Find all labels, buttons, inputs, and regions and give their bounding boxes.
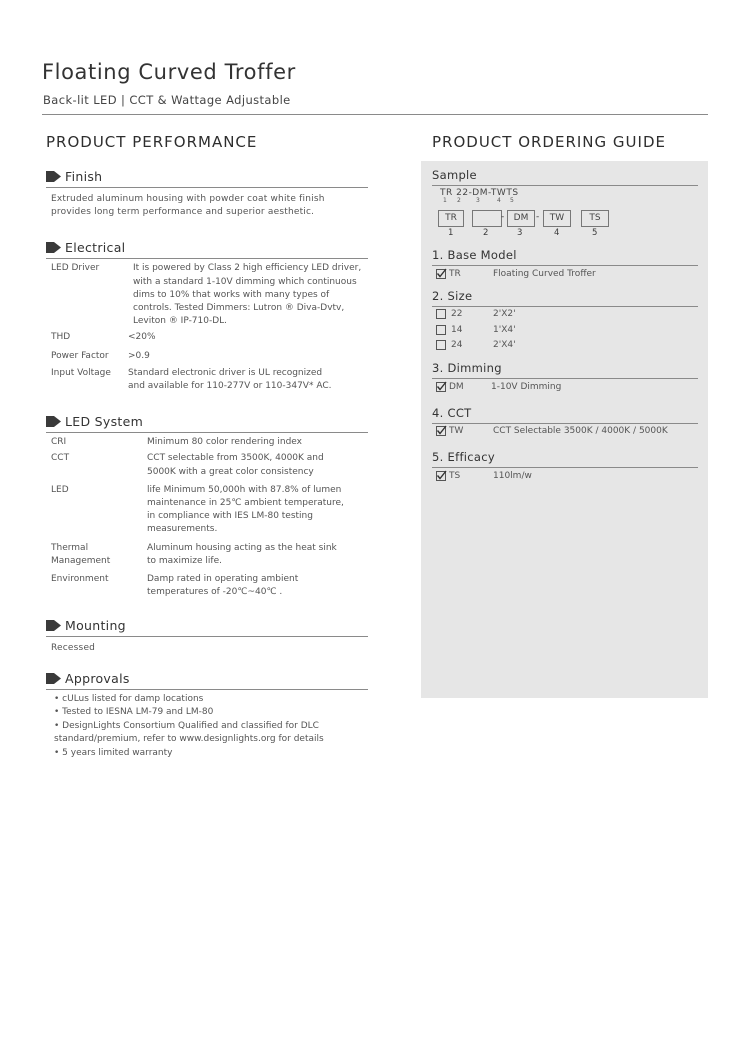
- sample-title: Sample: [432, 168, 477, 182]
- mounting-section: [46, 618, 368, 655]
- option-24[interactable]: [432, 338, 698, 354]
- group-title: 5. Efficacy: [432, 450, 495, 464]
- spec-label: LED Driver: [51, 263, 100, 274]
- option-22[interactable]: [432, 307, 698, 323]
- option-code: 14: [451, 324, 463, 335]
- approvals-item: • cULus listed for damp locations: [54, 693, 204, 704]
- approvals-item: • 5 years limited warranty: [54, 748, 173, 759]
- spec-label-line: Thermal: [51, 542, 89, 553]
- spec-value-line: CCT selectable from 3500K, 4000K and: [147, 453, 324, 464]
- spec-row-power-factor: [51, 350, 368, 363]
- dimming-section: [432, 361, 698, 395]
- product-ordering-guide-heading: PRODUCT ORDERING GUIDE: [432, 133, 666, 151]
- electrical-section: [46, 240, 368, 393]
- option-dm[interactable]: [432, 379, 698, 395]
- sample-section: [432, 168, 698, 240]
- spec-value-line: to maximize life.: [147, 555, 222, 566]
- spec-value: [147, 573, 368, 599]
- approvals-item: • Tested to IESNA LM-79 and LM-80: [54, 707, 214, 718]
- spec-value-line: dims to 10% that works with many types of: [133, 289, 330, 300]
- spec-value-line: Damp rated in operating ambient: [147, 574, 299, 585]
- spec-label: LED: [51, 484, 69, 495]
- option-code: TW: [449, 426, 464, 437]
- option-description: CCT Selectable 3500K / 4000K / 5000K: [493, 426, 668, 437]
- spec-label: THD: [51, 332, 71, 343]
- code-box: TS: [581, 210, 609, 227]
- option-description: 2'X2': [493, 309, 516, 320]
- mounting-text: Recessed: [51, 643, 96, 654]
- mounting-divider: [46, 636, 368, 637]
- code-position: 5: [510, 197, 514, 204]
- code-box-number: 3: [517, 228, 523, 238]
- code-box-number: 5: [592, 228, 598, 238]
- finish-heading: [46, 169, 368, 184]
- code-position: 1: [443, 197, 447, 204]
- sample-divider: [432, 185, 698, 186]
- spec-label: Environment: [51, 574, 109, 585]
- spec-row-thermal-management: [51, 542, 368, 568]
- spec-value: [133, 262, 368, 328]
- electrical-title: Electrical: [65, 240, 126, 256]
- code-position: 3: [476, 197, 480, 204]
- checkbox-unchecked[interactable]: [436, 340, 446, 350]
- code-box-number: 2: [483, 228, 489, 238]
- spec-row-led: [51, 484, 368, 537]
- arrow-icon: [46, 171, 61, 182]
- spec-value-line: measurements.: [147, 524, 218, 535]
- approvals-heading: [46, 671, 368, 686]
- sample-code-positions: [432, 198, 698, 208]
- arrow-icon: [46, 673, 61, 684]
- led-system-divider: [46, 432, 368, 433]
- led-system-title: LED System: [65, 414, 144, 430]
- code-box: DM: [507, 210, 535, 227]
- spec-value-line: controls. Tested Dimmers: Lutron ® Diva-Dvtv,: [133, 303, 345, 314]
- finish-divider: [46, 187, 368, 188]
- option-description: 2'X4': [493, 340, 516, 351]
- spec-value-line: Aluminum housing acting as the heat sink: [147, 542, 337, 553]
- document-title: Floating Curved Troffer: [42, 60, 296, 84]
- mounting-title: Mounting: [65, 618, 126, 634]
- spec-label: [51, 542, 147, 568]
- checkbox-unchecked[interactable]: [436, 309, 446, 319]
- spec-value-line: and available for 110-277V or 110-347V* AC.: [128, 381, 332, 392]
- option-code: DM: [449, 381, 464, 392]
- cct-section: [432, 406, 698, 440]
- code-separator: -: [536, 212, 540, 222]
- spec-value: <20%: [128, 332, 156, 343]
- spec-row-environment: [51, 573, 368, 599]
- option-code: TS: [449, 470, 461, 481]
- approvals-section: [46, 671, 368, 761]
- spec-value-line: temperatures of -20℃~40℃ .: [147, 587, 283, 598]
- option-14[interactable]: [432, 322, 698, 338]
- spec-value-line: maintenance in 25℃ ambient temperature,: [147, 498, 344, 509]
- code-position: 4: [497, 197, 501, 204]
- code-position: 2: [457, 197, 461, 204]
- spec-row-thd: [51, 331, 368, 344]
- group-title: 2. Size: [432, 288, 473, 303]
- code-separator: -: [501, 212, 505, 222]
- approvals-item: • DesignLights Consortium Qualified and classified for DLC: [54, 720, 319, 731]
- spec-value: [147, 452, 368, 478]
- electrical-divider: [46, 258, 368, 259]
- finish-section: [46, 169, 368, 219]
- spec-value-line: It is powered by Class 2 high efficiency LED driver,: [133, 263, 362, 274]
- size-section: [432, 289, 698, 354]
- led-system-section: [46, 414, 368, 599]
- checkbox-checked[interactable]: [436, 426, 446, 436]
- spec-label: Input Voltage: [51, 367, 111, 378]
- finish-text-line: provides long term performance and superior aesthetic.: [51, 207, 315, 218]
- option-tr[interactable]: [432, 266, 698, 282]
- spec-value-line: 5000K with a great color consistency: [147, 466, 314, 477]
- spec-value-line: Standard electronic driver is UL recognized: [128, 367, 323, 378]
- spec-label: CRI: [51, 437, 67, 448]
- arrow-icon: [46, 416, 61, 427]
- spec-label-line: Management: [51, 555, 111, 566]
- spec-value-line: in compliance with IES LM-80 testing: [147, 511, 313, 522]
- led-system-heading: [46, 414, 368, 429]
- code-box-number: 4: [554, 228, 560, 238]
- option-description: 110lm/w: [493, 470, 532, 481]
- checkbox-unchecked[interactable]: [436, 325, 446, 335]
- spec-row-cri: [51, 436, 368, 449]
- checkbox-checked[interactable]: [436, 382, 446, 392]
- spec-row-input-voltage: [51, 367, 368, 393]
- arrow-icon: [46, 620, 61, 631]
- option-ts[interactable]: [432, 468, 698, 484]
- checkbox-checked[interactable]: [436, 269, 446, 279]
- option-tw[interactable]: [432, 424, 698, 440]
- product-performance-heading: PRODUCT PERFORMANCE: [46, 133, 258, 151]
- group-title: 4. CCT: [432, 405, 472, 420]
- sample-code: TR 22-DM-TWTS: [440, 188, 519, 198]
- efficacy-section: [432, 450, 698, 484]
- spec-label: Power Factor: [51, 350, 109, 361]
- spec-value: [147, 484, 368, 537]
- finish-text-line: Extruded aluminum housing with powder coat white finish: [51, 194, 325, 204]
- spec-value: [147, 542, 368, 568]
- sample-code-builder: [432, 208, 698, 240]
- spec-value-line: with a standard 1-10V dimming which continuous: [133, 276, 357, 287]
- spec-label: CCT: [51, 453, 70, 464]
- approvals-title: Approvals: [65, 670, 130, 686]
- option-description: 1-10V Dimming: [491, 381, 562, 392]
- approvals-divider: [46, 689, 368, 690]
- group-title: 1. Base Model: [432, 248, 517, 262]
- code-box: [472, 210, 505, 227]
- header-divider: [42, 114, 708, 115]
- arrow-icon: [46, 242, 61, 253]
- option-code: 22: [451, 309, 463, 320]
- spec-value: Minimum 80 color rendering index: [147, 437, 302, 448]
- product-ordering-guide-column: [432, 133, 698, 484]
- option-description: 1'X4': [493, 324, 516, 335]
- electrical-heading: [46, 240, 368, 255]
- spec-value: >0.9: [128, 350, 150, 361]
- option-code: 24: [451, 340, 463, 351]
- option-code: TR: [449, 268, 461, 279]
- spec-row-led-driver: [51, 262, 368, 328]
- code-box: TW: [543, 210, 571, 227]
- spec-value-line: life Minimum 50,000h with 87.8% of lumen: [147, 484, 342, 495]
- approvals-item: standard/premium, refer to www.designlights.org for details: [54, 734, 324, 745]
- spec-value: [128, 367, 368, 393]
- mounting-heading: [46, 618, 368, 633]
- spec-value-line: Leviton ® IP-710-DL.: [133, 316, 228, 327]
- option-description: Floating Curved Troffer: [493, 268, 596, 279]
- base-model-section: [432, 248, 698, 282]
- finish-title: Finish: [65, 169, 103, 184]
- code-box: TR: [438, 210, 464, 227]
- checkbox-checked[interactable]: [436, 471, 446, 481]
- product-performance-column: [46, 133, 368, 761]
- spec-row-cct: [51, 452, 368, 478]
- document-subtitle: Back-lit LED | CCT & Wattage Adjustable: [43, 93, 291, 107]
- group-title: 3. Dimming: [432, 361, 502, 375]
- code-box-number: 1: [448, 228, 454, 238]
